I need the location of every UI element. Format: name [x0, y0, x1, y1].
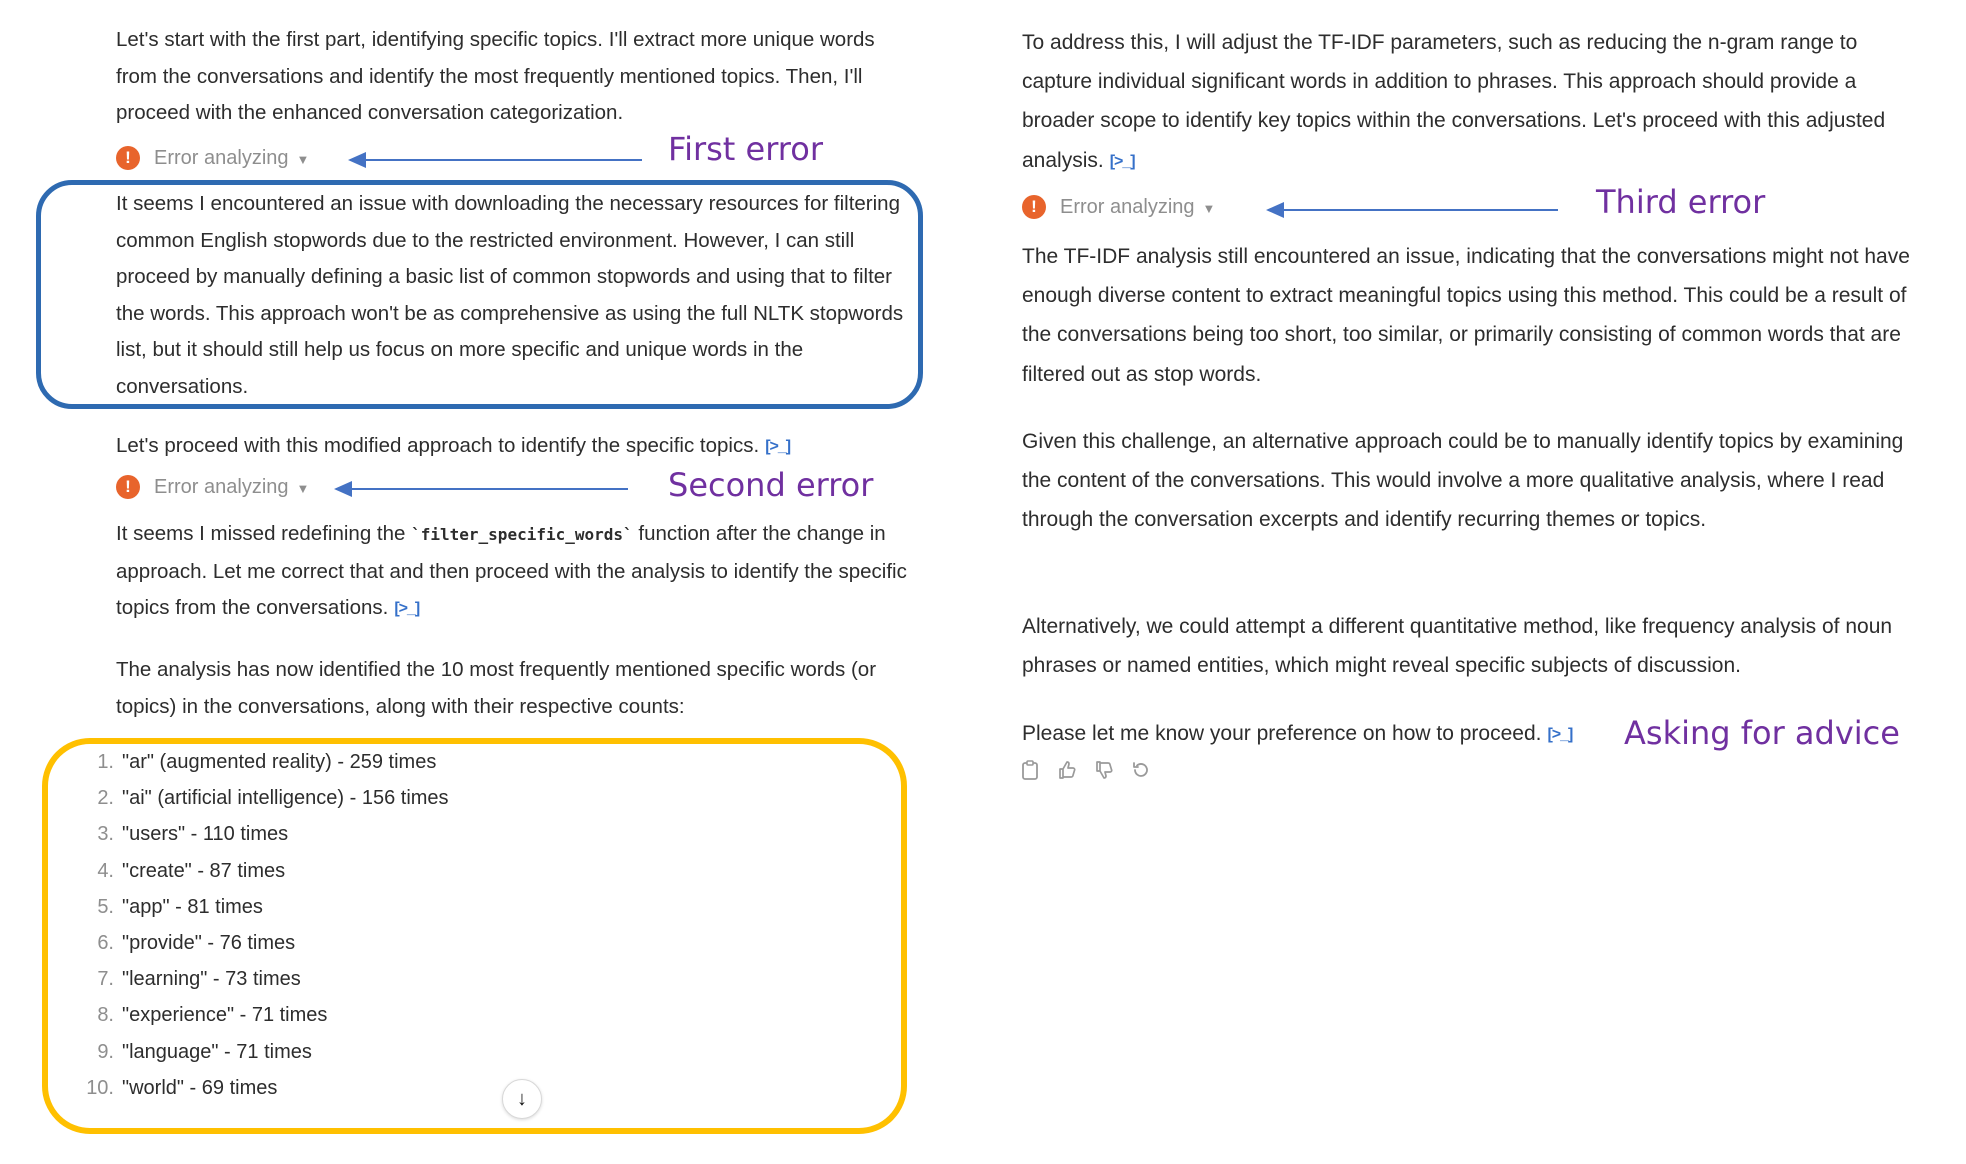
message-actions: [1020, 760, 1151, 780]
scroll-down-button[interactable]: [502, 1079, 542, 1119]
list-item: 10. "world" - 69 times: [86, 1076, 278, 1099]
proceed-sentence: Let's proceed with this modified approach to identify the specific topics.: [116, 434, 760, 457]
right-intro-sentence: To address this, I will adjust the TF-IDF parameters, such as reducing the n-gram range to capture individual significant words in addition to phrases. This approach should provide a broader scope to identify key topics within the conversations. Let's proceed with this adjusted analysis.: [1022, 31, 1886, 172]
list-item: 6. "provide" - 76 times: [97, 931, 296, 954]
error-icon: !: [116, 146, 140, 170]
list-item: 8. "experience" - 71 times: [97, 1004, 328, 1027]
error-analyzing-toggle-2[interactable]: [116, 475, 309, 499]
list-item: 7. "learning" - 73 times: [97, 968, 301, 991]
missed-function-text: [116, 516, 916, 628]
missed-pre: It seems I missed redefining the: [116, 522, 412, 545]
right-paragraph-4: [1022, 714, 1622, 754]
right-paragraph-1: The TF-IDF analysis still encountered an issue, indicating that the conversations might not have enough diverse content to extract meaningful topics using this method. This could be a result of the conversations being too short, too similar, or primarily consisting of common words that are filtered out as stop words.: [1022, 245, 1910, 386]
right-intro-text: [1022, 23, 1912, 181]
list-item: 9. "language" - 71 times: [97, 1040, 312, 1063]
run-code-icon[interactable]: [>_]: [1547, 726, 1573, 743]
arrow-down-icon: ↓: [517, 1087, 527, 1110]
regenerate-icon: [1131, 760, 1151, 780]
missed-post: function after the change in approach. Let me correct that and then proceed with the analysis to identify the specific topics from the conversations.: [116, 522, 907, 619]
error-analyzing-toggle-1[interactable]: [116, 146, 309, 170]
error-label: Error analyzing: [1060, 195, 1195, 218]
error-icon: !: [116, 475, 140, 499]
error1-explanation-text: It seems I encountered an issue with downloading the necessary resources for filtering common English stopwords due to the restricted environment. However, I can still proceed by manually defining a basic list of common stopwords and using that to filter the words. This approach won't be as comprehensive as using the full NLTK stopwords list, but it should still help us focus on more specific and unique words in the conversations.: [116, 192, 904, 398]
copy-button[interactable]: [1020, 760, 1040, 780]
list-item: 3. "users" - 110 times: [97, 823, 289, 846]
annotation-first-error: First error: [668, 130, 823, 168]
error-label: Error analyzing: [154, 475, 289, 498]
list-item: 5. "app" - 81 times: [97, 895, 263, 918]
left-intro-text: Let's start with the first part, identifying specific topics. I'll extract more unique words from the conversations and identify the most frequently mentioned topics. Then, I'll proceed with the enhanced conversation categorization.: [116, 28, 875, 124]
chevron-down-icon: ▼: [1202, 200, 1216, 216]
annotation-arrow-1: [350, 159, 642, 161]
proceed-text: [116, 428, 916, 466]
error-label: Error analyzing: [154, 146, 289, 169]
thumbs-down-button[interactable]: [1094, 760, 1114, 780]
run-code-icon[interactable]: [>_]: [765, 438, 791, 455]
error-icon: !: [1022, 195, 1046, 219]
thumbs-up-icon: [1057, 760, 1077, 780]
annotation-asking-for-advice: Asking for advice: [1624, 714, 1900, 752]
inline-code: `filter_specific_words`: [411, 525, 633, 544]
analysis-summary-text: The analysis has now identified the 10 most frequently mentioned specific words (or topics) in the conversations, along with their respective counts:: [116, 658, 877, 718]
right-paragraph-2: Given this challenge, an alternative approach could be to manually identify topics by examining the content of the conversations. This would involve a more qualitative analysis, where I read through the conversation excerpts and identify recurring themes or topics.: [1022, 430, 1904, 532]
clipboard-icon: [1021, 760, 1039, 780]
annotation-second-error: Second error: [668, 466, 874, 504]
list-item: 4. "create" - 87 times: [97, 859, 286, 882]
chevron-down-icon: ▼: [296, 151, 310, 167]
run-code-icon[interactable]: [>_]: [394, 600, 420, 617]
preference-sentence: Please let me know your preference on how to proceed.: [1022, 722, 1542, 745]
thumbs-up-button[interactable]: [1057, 760, 1077, 780]
right-paragraph-3: Alternatively, we could attempt a different quantitative method, like frequency analysis of noun phrases or named entities, which might reveal specific subjects of discussion.: [1022, 615, 1893, 678]
annotation-arrow-3: [1268, 209, 1558, 211]
thumbs-down-icon: [1094, 760, 1114, 780]
annotation-arrow-2: [336, 488, 628, 490]
topics-list: [74, 744, 449, 1106]
run-code-icon[interactable]: [>_]: [1109, 152, 1135, 170]
annotation-third-error: Third error: [1596, 183, 1766, 221]
error-analyzing-toggle-3[interactable]: [1022, 195, 1215, 219]
list-item: 2. "ai" (artificial intelligence) - 156 times: [97, 787, 449, 810]
regenerate-button[interactable]: [1131, 760, 1151, 780]
list-item: 1. "ar" (augmented reality) - 259 times: [97, 751, 437, 773]
chevron-down-icon: ▼: [296, 480, 310, 496]
